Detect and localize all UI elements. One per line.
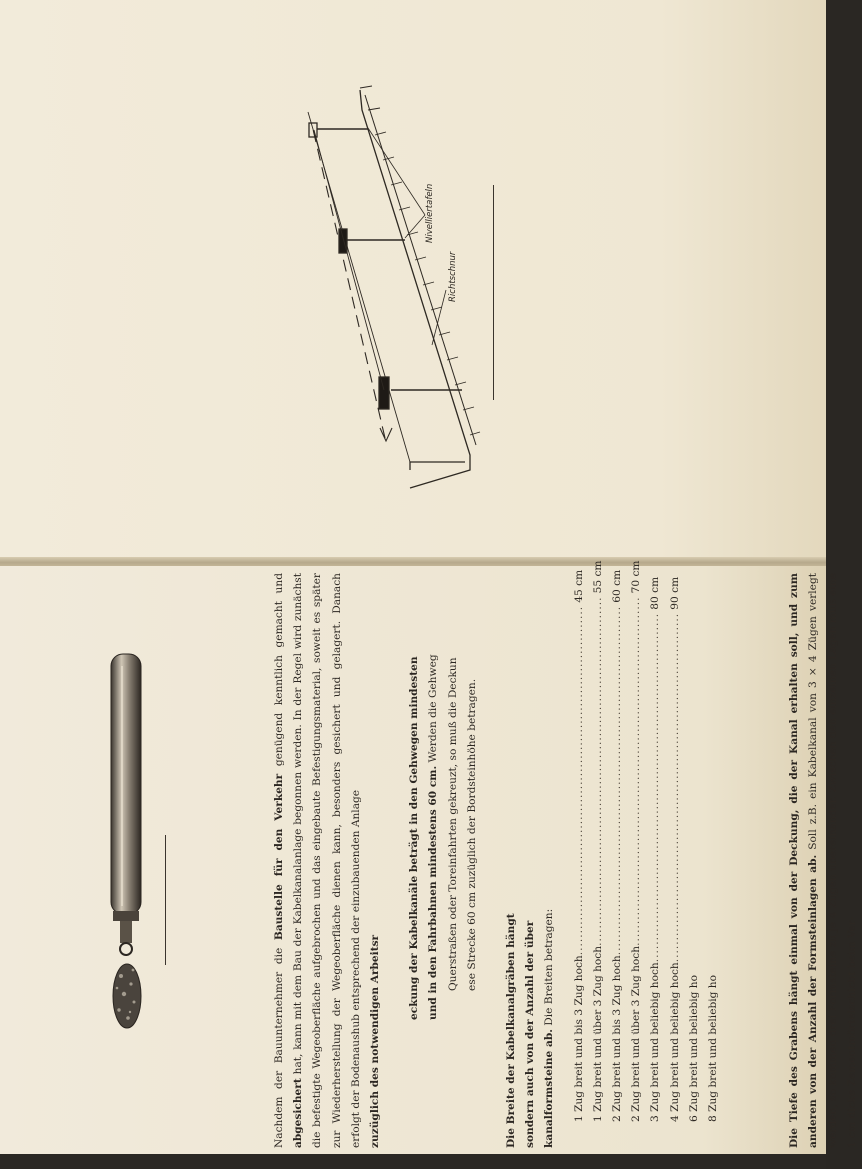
leader-dots: ................................................................................: [572, 605, 585, 956]
axis-arrow: [380, 428, 392, 441]
width-list-label: 8 Zug breit und beliebig ho: [707, 975, 720, 1122]
tool-collar: [113, 911, 139, 921]
width-list-item: [666, 576, 685, 1122]
tool-neck: [120, 921, 132, 943]
dashed-axis: [312, 125, 385, 438]
leader-dots: ................................................................................: [611, 605, 624, 956]
width-list-label: 1 Zug breit und bis 3 Zug hoch: [572, 955, 585, 1122]
paragraph-intro: Nachdem der Bauunternehmer die Baustelle für den Verkehr genügend kenntlich gemacht und abgesichert hat, kann mit dem Bau der Kabelkanalanlage begonnen werden. In der Regel wird zunächst die befestigte Wegeoberfläche aufgebrochen und das eingebaute Befestigungsmaterial, soweit es später zur Wiederherstellung der Wegeoberfläche dienen kann, besonders gesichert und gelagert. Danach erfolgt der Bodenaushub entsprechend der einzubauenden Anlage zuzüglich des notwendigen Arbeitsr: [273, 573, 382, 1148]
width-list-value: 90 cm: [668, 576, 681, 610]
width-list-item: [685, 682, 704, 1122]
width-list-value: 60 cm: [611, 569, 624, 603]
width-list-label: 4 Zug breit und beliebig hoch: [668, 962, 681, 1122]
tool-chain-link: [120, 943, 132, 955]
label-nivelliertafeln: Nivelliertafeln: [425, 183, 435, 243]
paragraph-intro-tail: zuzüglich des notwendigen Arbeitsr: [369, 934, 382, 1148]
width-list-value: 55 cm: [591, 560, 604, 594]
width-list-label: 2 Zug breit und bis 3 Zug hoch: [611, 955, 624, 1122]
paragraph-tiefe: Die Tiefe des Grabens hängt einmal von der Deckung, die der Kanal erhalten soll, und zum anderen von der Anzahl der Formsteinlagen ab. Soll z.B. ein Kabelkanal von 3 × 4 Zügen verlegt werden, so kommen drei Formsteine zu je 4 Zügen übereinander. Zwischen den einzelnen Lagen muß eine 1 cm dicke Zementmörtelschicht beim Ver-: [788, 573, 858, 1148]
separator-rule-top: [493, 185, 494, 400]
paragraph-breite: Die Breite der Kabelkanalgräben hängt sondern auch von der Anzahl der über kanalformsteine ab. Die Breiten betragen:: [505, 908, 556, 1148]
width-list-value: 45 cm: [572, 569, 585, 603]
width-list: [570, 560, 724, 1148]
width-list-label: 2 Zug breit und über 3 Zug hoch: [630, 945, 643, 1122]
leader-dots: ................................................................................: [649, 612, 662, 963]
width-list-item: [589, 560, 608, 1122]
label-richtschnur: Richtschnur: [448, 251, 458, 302]
ground-hatch: [360, 86, 480, 435]
width-list-item: [570, 569, 589, 1122]
upper-page: [0, 0, 826, 562]
leader-dots: ................................................................................: [668, 612, 681, 963]
leader-dots: ................................................................................: [591, 596, 604, 946]
width-list-item: [704, 682, 723, 1122]
leader-dots: ................................................................................: [630, 596, 643, 946]
leader-richtschnur: [432, 290, 446, 345]
width-list-value: 70 cm: [630, 560, 643, 594]
width-list-value: 80 cm: [649, 576, 662, 610]
width-list-item: [608, 569, 627, 1122]
width-list-label: 6 Zug breit und beliebig ho: [687, 975, 700, 1122]
page-bottom-edge: [0, 1154, 826, 1169]
width-list-label: 1 Zug breit und über 3 Zug hoch: [591, 945, 604, 1122]
string-line: [314, 130, 384, 390]
width-list-label: 3 Zug breit und beliebig hoch: [649, 962, 662, 1122]
trench-diagram: [0, 0, 826, 562]
width-list-item: [627, 560, 646, 1122]
leader-nivellier-b: [368, 128, 425, 215]
tool-handle: [111, 654, 141, 914]
paragraph-deckung: eckung der Kabelkanäle beträgt in den Gehwegen mindesten und in den Fahrbahnen mindestens 60 cm. Werden die Gehweg Querstraßen oder Toreinfahrten gekreuzt, so muß die Deckun ese Strecke 60 cm zuzüglich der Bordsteinhöhe betragen.: [408, 654, 478, 1020]
leader-nivellier-a: [405, 215, 425, 238]
separator-rule-bottom: [165, 835, 166, 965]
trench-bottom: [410, 462, 465, 470]
rotated-text-block: [270, 560, 858, 1148]
levelling-board-1: [379, 377, 389, 409]
width-list-item: [646, 576, 665, 1122]
